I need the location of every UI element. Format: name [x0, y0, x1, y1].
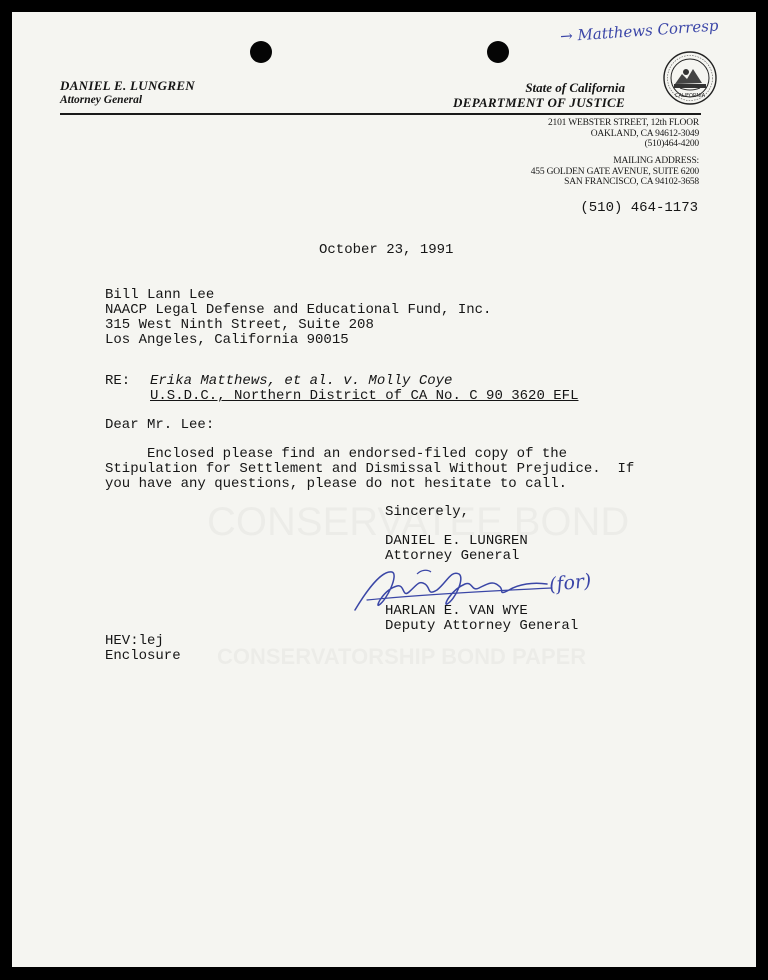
punch-hole: [250, 41, 272, 63]
re-label: RE:: [105, 373, 131, 389]
address-line: MAILING ADDRESS:: [613, 156, 699, 166]
body-line: you have any questions, please do not hesitate to call.: [105, 476, 568, 492]
body-line: Stipulation for Settlement and Dismissal Without Prejudice. If: [105, 461, 635, 477]
signature-for-note: (for): [547, 569, 593, 597]
deputy-name: HARLAN E. VAN WYE: [385, 603, 528, 619]
address-line: OAKLAND, CA 94612-3049: [590, 128, 699, 139]
re-case-name: Erika Matthews, et al. v. Molly Coye: [150, 373, 453, 389]
header-rule: [60, 113, 701, 115]
address-line: 455 GOLDEN GATE AVENUE, SUITE 6200: [530, 166, 699, 177]
punch-hole: [487, 41, 509, 63]
handwritten-note: → Matthews Corresp: [559, 16, 719, 46]
letter-date: October 23, 1991: [319, 242, 454, 258]
recipient-address: [105, 288, 491, 348]
recipient-line: Bill Lann Lee: [105, 287, 215, 303]
phone-number: (510) 464-1173: [580, 200, 698, 216]
closing: Sincerely,: [385, 504, 470, 520]
department-label: DEPARTMENT OF JUSTICE: [453, 95, 625, 110]
recipient-line: NAACP Legal Defense and Educational Fund, Inc.: [105, 302, 492, 318]
address-line: SAN FRANCISCO, CA 94102-3658: [564, 177, 699, 187]
recipient-line: Los Angeles, California 90015: [105, 332, 349, 348]
state-seal-icon: [662, 50, 718, 106]
salutation: Dear Mr. Lee:: [105, 417, 215, 433]
mailing-address: [531, 156, 699, 188]
office-address: [548, 118, 699, 150]
show-through-text: [217, 644, 586, 670]
svg-text:CALIFORNIA: CALIFORNIA: [674, 93, 706, 99]
signer-name: DANIEL E. LUNGREN: [385, 533, 528, 549]
letter-body: [105, 447, 634, 492]
recipient-line: 315 West Ninth Street, Suite 208: [105, 317, 374, 333]
body-line: Enclosed please find an endorsed-filed copy of the: [105, 446, 568, 462]
state-label: State of California: [525, 80, 625, 95]
attorney-general-title: Attorney General: [60, 94, 143, 106]
address-line: 2101 WEBSTER STREET, 12th FLOOR: [548, 118, 699, 128]
re-court-number: U.S.D.C., Northern District of CA No. C 90 3620 EFL: [150, 388, 579, 404]
enclosure-notation: Enclosure: [105, 648, 181, 664]
attorney-general-name: DANIEL E. LUNGREN: [60, 78, 195, 93]
signer-title: Attorney General: [385, 548, 520, 564]
deputy-title: Deputy Attorney General: [385, 618, 579, 634]
address-line: (510)464-4200: [644, 139, 699, 149]
letter-page: [12, 12, 756, 967]
typist-initials: HEV:lej: [105, 633, 164, 649]
